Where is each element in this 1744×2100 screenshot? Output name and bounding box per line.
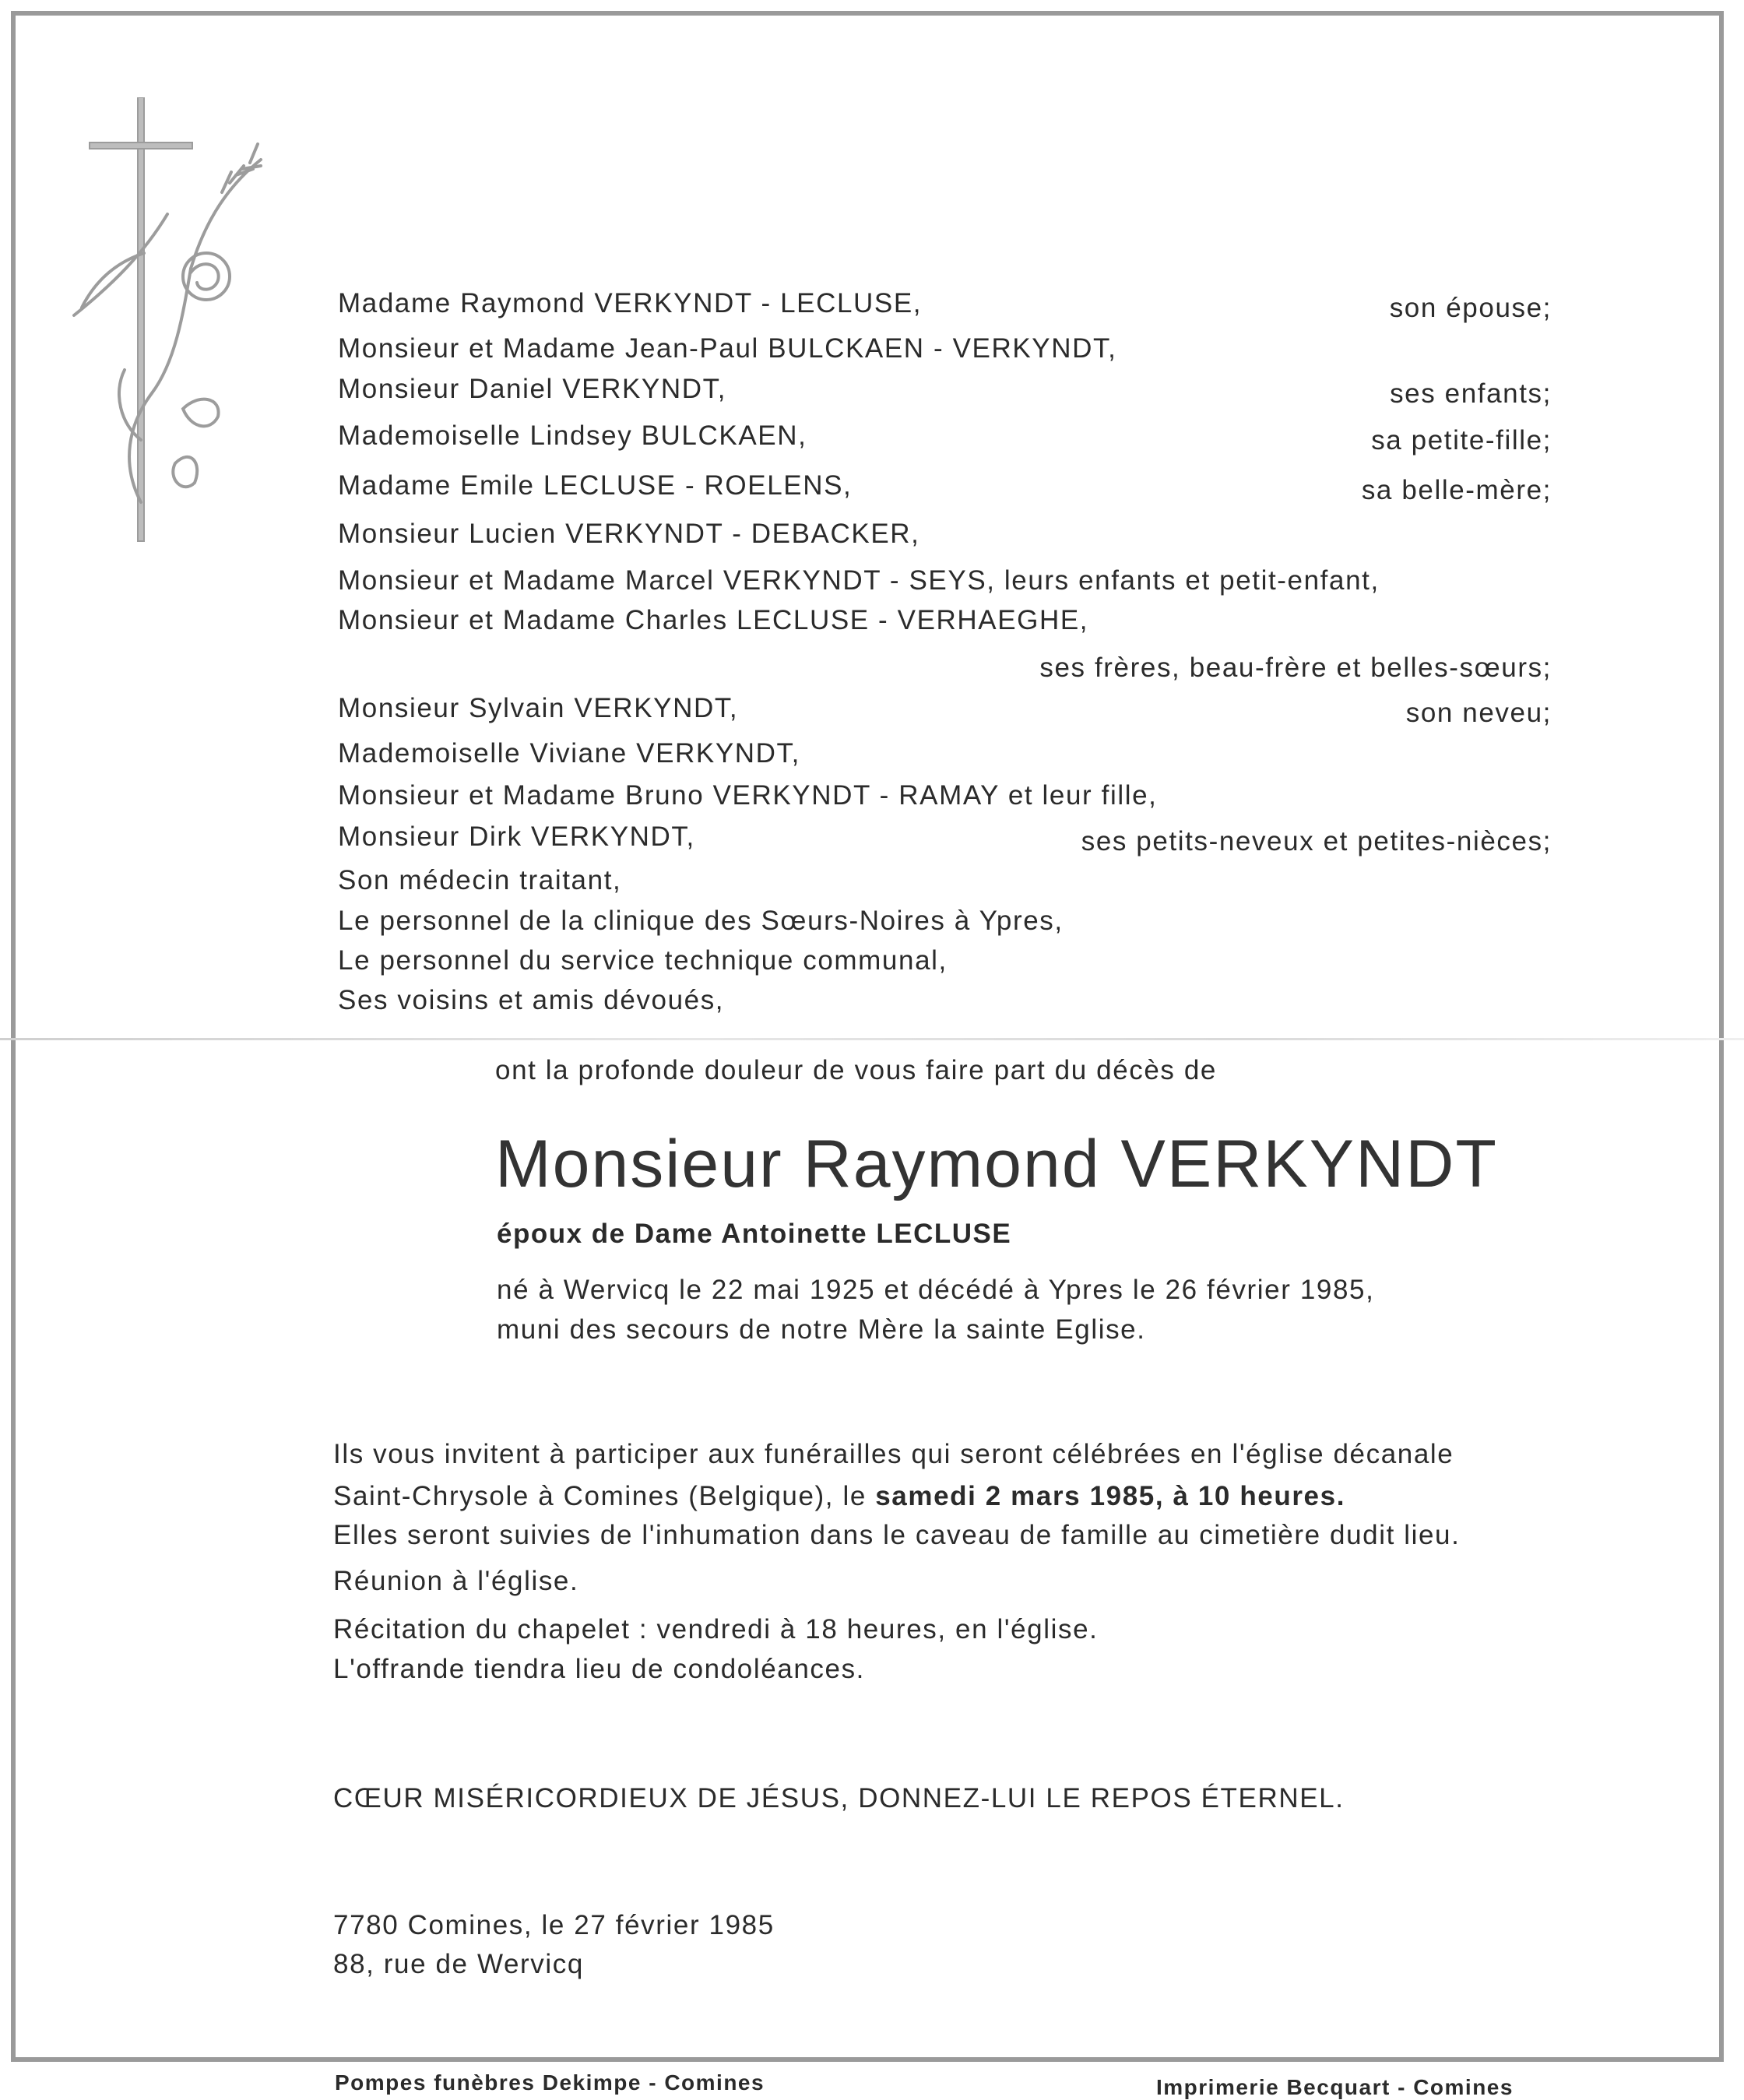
family-member-name: Monsieur Lucien VERKYNDT - DEBACKER, [338,519,920,549]
funeral-date: samedi 2 mars 1985, à 10 heures. [875,1481,1346,1511]
family-member-name: Monsieur et Madame Marcel VERKYNDT - SEYS, leurs enfants et petit-enfant, [338,565,1380,596]
family-member-name: Monsieur Daniel VERKYNDT, [338,374,727,404]
funeral-place: Saint-Chrysole à Comines (Belgique), le [333,1481,876,1511]
family-relation: son épouse; [1389,293,1552,323]
family-member-name: Monsieur Sylvain VERKYNDT, [338,693,739,723]
family-relation: ses enfants; [1390,378,1552,409]
family-member-name: Ses voisins et amis dévoués, [338,985,725,1015]
life-dates: né à Wervicq le 22 mai 1925 et décédé à Ypres le 26 février 1985, [497,1275,1375,1305]
family-member-name: Monsieur et Madame Jean-Paul BULCKAEN - VERKYNDT, [338,333,1117,364]
deceased-spouse: époux de Dame Antoinette LECLUSE [497,1219,1012,1249]
address-line-1: 7780 Comines, le 27 février 1985 [333,1910,775,1940]
funeral-line-6: L'offrande tiendra lieu de condoléances. [333,1654,865,1684]
address-line-2: 88, rue de Wervicq [333,1949,584,1979]
family-relation: son neveu; [1405,698,1552,728]
footer-funeral-home: Pompes funèbres Dekimpe - Comines [335,2070,765,2095]
announcement-text: ont la profonde douleur de vous faire part du décès de [495,1055,1217,1085]
family-member-name: Madame Raymond VERKYNDT - LECLUSE, [338,288,923,318]
footer-printer: Imprimerie Becquart - Comines [1156,2075,1514,2099]
prayer-text: CŒUR MISÉRICORDIEUX DE JÉSUS, DONNEZ-LUI LE REPOS ÉTERNEL. [333,1783,1345,1813]
funeral-line-3: Elles seront suivies de l'inhumation dans le caveau de famille au cimetière dudit lieu. [333,1520,1461,1550]
family-member-name: Le personnel de la clinique des Sœurs-Noires à Ypres, [338,906,1064,936]
family-member-name: Son médecin traitant, [338,865,622,895]
family-relation: sa petite-fille; [1371,425,1552,456]
funeral-line-2 [333,1481,1345,1512]
sacraments-line: muni des secours de notre Mère la sainte Eglise. [497,1314,1146,1345]
cross-and-rose-icon [66,97,276,549]
family-member-name: Monsieur et Madame Bruno VERKYNDT - RAMAY et leur fille, [338,780,1158,811]
deceased-name: Monsieur Raymond VERKYNDT [495,1127,1498,1201]
family-member-name: Monsieur et Madame Charles LECLUSE - VERHAEGHE, [338,605,1089,635]
family-relation: ses petits-neveux et petites-nièces; [1081,826,1552,857]
family-relation: ses frères, beau-frère et belles-sœurs; [1039,653,1552,683]
fold-line [0,1038,1744,1040]
family-member-name: Mademoiselle Viviane VERKYNDT, [338,738,800,769]
funeral-line-5: Récitation du chapelet : vendredi à 18 heures, en l'église. [333,1614,1099,1644]
family-member-name: Mademoiselle Lindsey BULCKAEN, [338,420,807,451]
family-member-name: Madame Emile LECLUSE - ROELENS, [338,470,853,501]
family-member-name: Le personnel du service technique communal, [338,945,948,976]
family-relation: sa belle-mère; [1361,475,1552,505]
family-member-name: Monsieur Dirk VERKYNDT, [338,821,695,852]
funeral-line-4: Réunion à l'église. [333,1566,579,1596]
funeral-line-1: Ils vous invitent à participer aux funérailles qui seront célébrées en l'église décanale [333,1439,1454,1469]
